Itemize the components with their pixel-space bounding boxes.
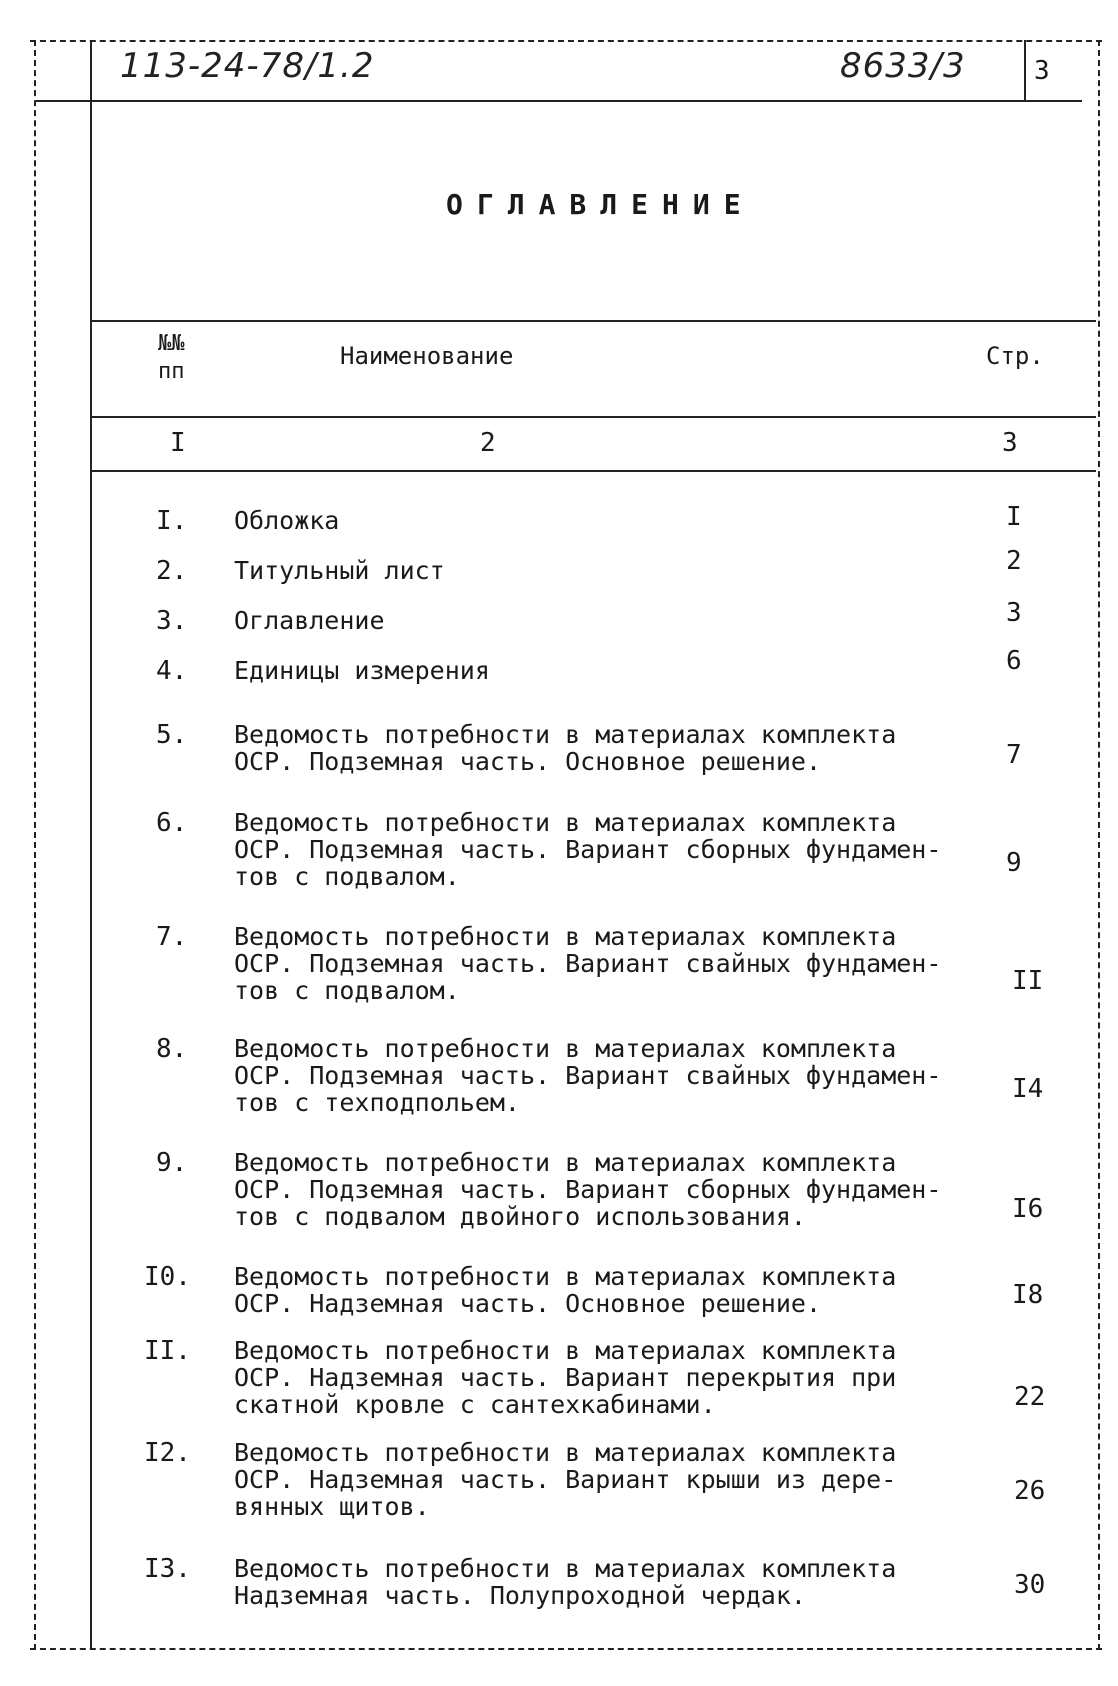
row-page: 30 [1014, 1570, 1046, 1600]
row-title: Оглавление [234, 606, 385, 635]
row-number: I2. [144, 1438, 191, 1468]
row-number: I0. [144, 1262, 191, 1292]
row-title: Ведомость потребности в материалах комплекта ОСР. Подземная часть. Вариант сборных фундамен- тов с подвалом. [234, 808, 942, 891]
row-page: 9 [1006, 848, 1022, 878]
row-title: Ведомость потребности в материалах комплекта ОСР. Надземная часть. Вариант перекрытия при скатной кровле с сантехкабинами. [234, 1336, 897, 1419]
frame-stamp-bottom-line [36, 100, 1082, 102]
frame-left-inner-line [90, 40, 92, 1650]
row-page: 7 [1006, 740, 1022, 770]
row-number: 5. [156, 720, 188, 750]
table-top-line [92, 320, 1096, 322]
row-title: Ведомость потребности в материалах комплекта ОСР. Подземная часть. Вариант свайных фундамен- тов с техподпольем. [234, 1034, 942, 1117]
sheet-number: 3 [1034, 56, 1050, 86]
document-code: 113-24-78/1.2 [120, 46, 375, 86]
row-page: 3 [1006, 598, 1022, 628]
row-number: 8. [156, 1034, 188, 1064]
row-title: Ведомость потребности в материалах комплекта ОСР. Подземная часть. Вариант сборных фундамен- тов с подвалом двойного использования. [234, 1148, 942, 1231]
row-title: Ведомость потребности в материалах комплекта ОСР. Подземная часть. Вариант свайных фундамен- тов с подвалом. [234, 922, 942, 1005]
row-page: I4 [1012, 1074, 1044, 1104]
column-number-1: I [170, 428, 186, 458]
frame-left-outer-line [34, 40, 36, 1650]
archive-number: 8633/3 [840, 46, 966, 86]
row-title: Обложка [234, 506, 340, 535]
frame-top-line [30, 40, 1102, 42]
row-page: 6 [1006, 646, 1022, 676]
row-page: 2 [1006, 546, 1022, 576]
row-title: Ведомость потребности в материалах комплекта ОСР. Надземная часть. Основное решение. [234, 1262, 897, 1318]
row-number: 6. [156, 808, 188, 838]
row-number: 4. [156, 656, 188, 686]
frame-bottom-line [30, 1648, 1102, 1650]
row-number: 9. [156, 1148, 188, 1178]
row-number: 2. [156, 556, 188, 586]
row-number: II. [144, 1336, 191, 1366]
row-page: I [1006, 502, 1022, 532]
row-title: Ведомость потребности в материалах комплекта ОСР. Подземная часть. Основное решение. [234, 720, 897, 776]
table-header-divider [92, 416, 1096, 418]
row-title: Ведомость потребности в материалах комплекта Надземная часть. Полупроходной чердак. [234, 1554, 897, 1610]
row-page: I8 [1012, 1280, 1044, 1310]
page-title: ОГЛАВЛЕНИЕ [446, 188, 755, 221]
frame-right-line [1098, 40, 1100, 1650]
header-col-name: Наименование [340, 342, 514, 370]
row-page: II [1012, 966, 1044, 996]
row-number: I. [156, 506, 188, 536]
row-page: 26 [1014, 1476, 1046, 1506]
row-number: I3. [144, 1554, 191, 1584]
row-page: 22 [1014, 1382, 1046, 1412]
row-number: 3. [156, 606, 188, 636]
table-numbers-divider [92, 470, 1096, 472]
row-number: 7. [156, 922, 188, 952]
stamp-divider-line [1024, 40, 1026, 100]
header-col-page: Стр. [986, 342, 1044, 370]
row-title: Ведомость потребности в материалах комплекта ОСР. Надземная часть. Вариант крыши из дере- вянных щитов. [234, 1438, 897, 1521]
column-number-2: 2 [480, 428, 496, 458]
row-title: Единицы измерения [234, 656, 490, 685]
header-col-number: №№ пп [158, 331, 185, 384]
row-page: I6 [1012, 1194, 1044, 1224]
column-number-3: 3 [1002, 428, 1018, 458]
row-title: Титульный лист [234, 556, 445, 585]
